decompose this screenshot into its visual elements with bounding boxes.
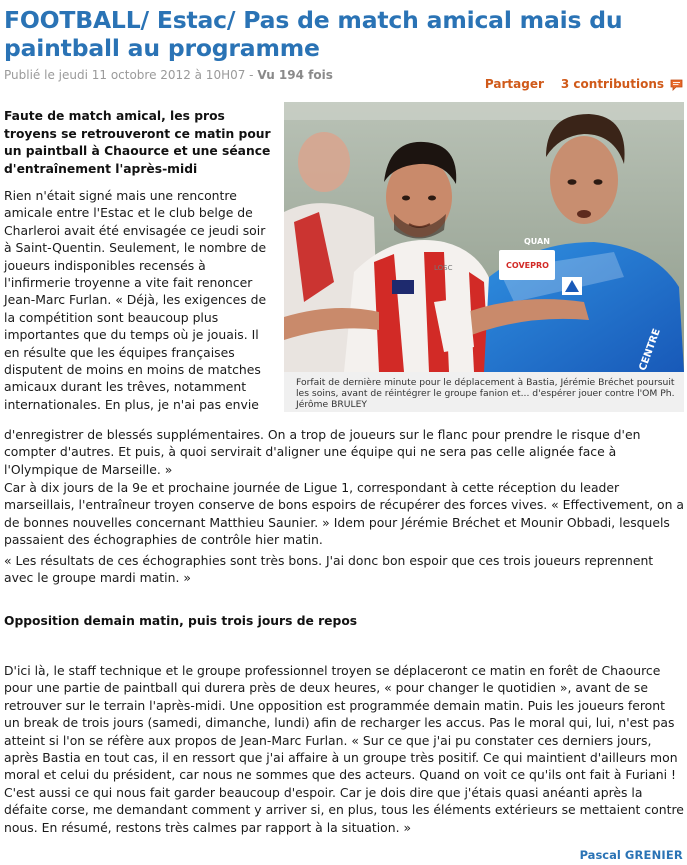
view-count: Vu 194 fois — [257, 68, 333, 82]
contributions-link[interactable]: 3 contributions — [560, 77, 664, 91]
speech-bubble-icon[interactable] — [670, 79, 683, 90]
author-first-name: Pascal — [579, 848, 621, 862]
paragraph-1-wrapped: Rien n'était signé mais une rencontre amicale entre l'Estac et le club belge de Charleroi avait été envisagée ce jeudi soir à Saint-Quentin. Seulement, le nombre de joueurs indisponibles recensés à l'infirmerie troyenne a vite fait renoncer Jean-Marc Furlan. « Déjà, les exigences de la compétition sont beaucoup plus importantes que du temps où je jouais. Il en résulte que les équipes françaises disputent de moins en moins de matches amicaux durant les trêves, notamment internationales. En plus, je n'ai pas envie — [4, 188, 267, 412]
article-photo-figure — [284, 102, 684, 412]
paragraph-3: « Les résultats de ces échographies sont très bons. J'ai donc bon espoir que ces trois joueurs reprennent avec le groupe mardi matin. » — [4, 553, 654, 586]
author-signature — [580, 848, 683, 862]
sleeve-print: CENTRE — [637, 327, 663, 372]
paragraph-1-continued: d'enregistrer de blessés supplémentaires. On a trop de joueurs sur le flanc pour prendre le risque d'en compter d'autres. Et puis, à quoi servirait d'aligner une équipe qui ne sera pas celle alignée face à l'Olympique de Marseille. » — [4, 427, 641, 477]
jersey-print: QUAN — [524, 237, 550, 246]
sponsor-print: COVEPRO — [506, 261, 549, 270]
photo-caption: Forfait de dernière minute pour le déplacement à Bastia, Jérémie Bréchet poursuit les soins, avant de réintégrer le groupe fanion et... d'espérer jouer contre l'OM Ph. Jérôme BRULEY — [296, 377, 675, 410]
publish-date: Publié le jeudi 11 octobre 2012 à 10H07 - — [4, 68, 258, 82]
article-meta — [4, 68, 333, 82]
share-link[interactable]: Partager — [484, 77, 544, 91]
paragraph-2: Car à dix jours de la 9e et prochaine journée de Ligue 1, correspondant à cette réception du leader marseillais, l'entraîneur troyen conserve de bons espoirs de récupérer des forces vives. « Effectivement, on a de bonnes nouvelles concernant Matthieu Saunier. » Idem pour Jérémie Bréchet et Mounir Obbadi, lesquels passaient des échographies de contrôle hier matin. — [4, 480, 684, 548]
article-photo — [284, 102, 684, 372]
svg-text:LOSC: LOSC — [434, 264, 453, 272]
section-subheading: Opposition demain matin, puis trois jours de repos — [4, 614, 358, 628]
article-lede: Faute de match amical, les pros troyens se retrouveront ce matin pour un paintball à Chaource et une séance d'entraînement l'après-midi — [4, 109, 271, 176]
article-title: FOOTBALL/ Estac/ Pas de match amical mais du paintball au programme — [4, 6, 623, 62]
article-tools — [485, 77, 683, 91]
author-last-name: GRENIER — [624, 848, 683, 862]
paragraph-4: D'ici là, le staff technique et le groupe professionnel troyen se déplaceront ce matin en forêt de Chaource pour une partie de paintball qui durera près de deux heures, « pour changer le quotidien », avant de se retrouver sur le terrain l'après-midi. Une opposition est programmée demain matin. Puis les joueurs feront un break de trois jours (samedi, dimanche, lundi) afin de recharger les accus. Pas le moral qui, lui, n'est pas atteint si l'on se réfère aux propos de Jean-Marc Furlan. « Sur ce que j'ai pu constater ces derniers jours, après Bastia en tout cas, il en ressort que j'ai affaire à un groupe très positif. Ce qui maintient d'ailleurs mon moral et celui du président, car nous ne sommes que des acteurs. Quand on voit ce qu'ils ont fait à Furiani ! C'est aussi ce qui nous fait garder beaucoup d'espoir. Car je dois dire que j'étais quasi anéanti après la défaite corse, me demandant comment y arriver si, en plus, tous les éléments extérieurs se mettaient contre nous. En résumé, restons très calmes par rapport à la situation. » — [4, 663, 684, 835]
